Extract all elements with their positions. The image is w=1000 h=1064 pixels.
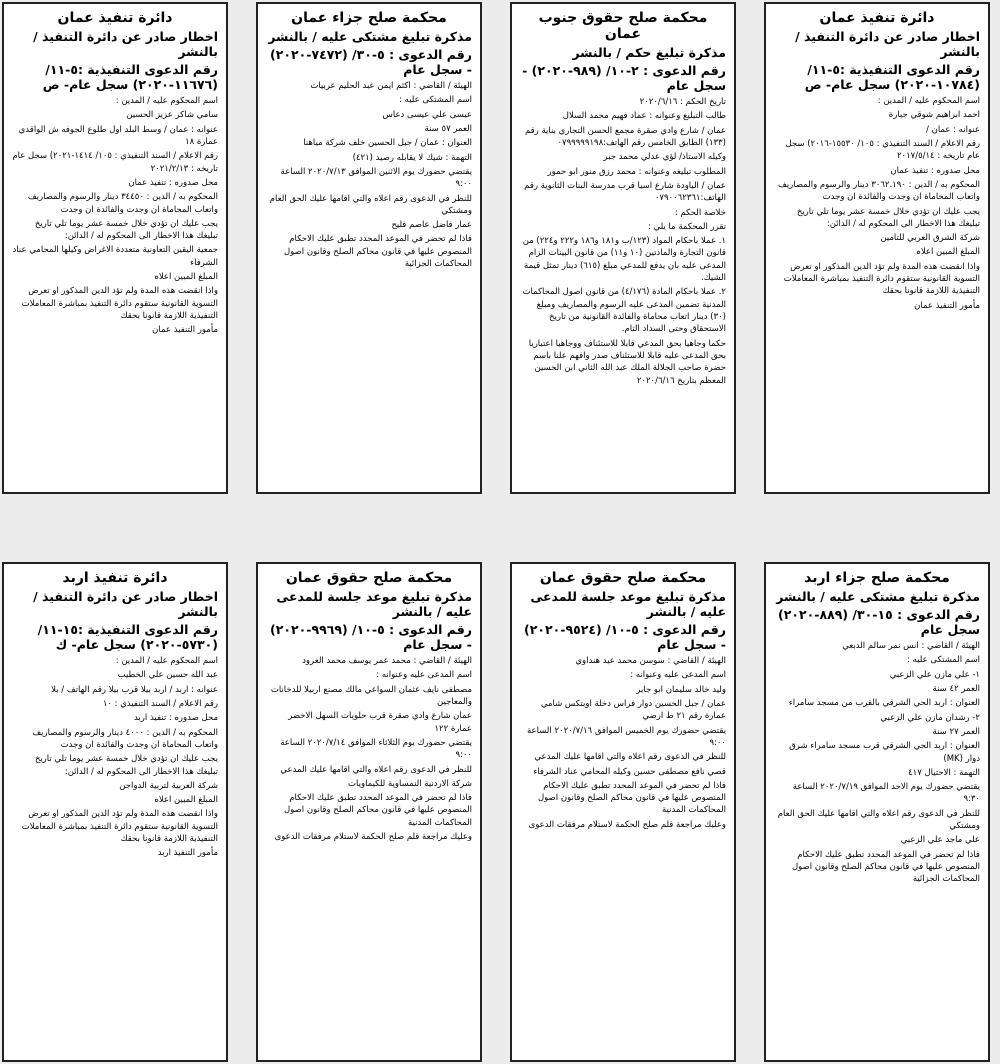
notice-1: دائرة تنفيذ عمان اخطار صادر عن دائرة التنفيذ / بالنشر رقم الدعوى التنفيذية :٥-١١/ (١١٦٧٦-٢٠٢٠) سجل عام- ص اسم المحكوم عليه / المدين : سامي شاكر عزيز الحسين عنوانه : عمان / وسط البلد اول طلوع الجوفه ش الواقدي عمارة ١٨ رقم الاعلام / السند التنفيذي : ١٠٥/ ١٤١٤-٢٠٢١) سجل عام تاريخه : ٢٠٢١/٢/١٣ محل صدوره : تنفيذ عمان المحكوم به / الدين : ٣٤٤٥٠ دينار والرسوم والمصاريف واتعاب المحاماة ان وجدت والفائدة ان وجدت يجب عليك ان تؤدي خلال خمسة عشر يوما تلي تاريخ تبليغك هذا الاخطار الى المحكوم له / الدائن: جمعية اليقين التعاونية متعددة الاغراض وكيلها المحامي عناد الشرفاء المبلغ المبين اعلاه واذا انقضت هذه المدة ولم تؤد الدين المذكور او تعرض التسوية القانونية ستقوم دائرة التنفيذ بمباشرة المعاملات التنفيذية اللازمة قانونا بحقك مأمور التنفيذ عمان <box>2 2 228 494</box>
notice-2: محكمة صلح جزاء عمان مذكرة تبليغ مشتكى عليه / بالنشر رقم الدعوى : ٥-٣٠/ (٧٤٧٢-٢٠٢٠) - سجل عام الهيئة / القاضي : اكثم ايمن عبد الحليم عربيات اسم المشتكى عليه : عيسى علي عيسى دعاس العمر ٥٧ سنة العنوان : عمان / جبل الحسين خلف شركة مياهنا التهمة : شيك لا يقابله رصيد (٤٢١) يقتضي حضورك يوم الاثنين الموافق ٢٠٢٠/٧/١٣ الساعة ٩:٠٠ للنظر في الدعوى رقم اعلاه والتي اقامها عليك الحق العام ومشتكي عمار فاضل عاصم فليح فاذا لم تحضر في الموعد المحدد تطبق عليك الاحكام المنصوص عليها في قانون محاكم الصلح وقانون اصول المحاكمات الجزائية <box>256 2 482 494</box>
notice-8: محكمة صلح جزاء اربد مذكرة تبليغ مشتكى عليه / بالنشر رقم الدعوى : ١٥-٣٠/ (٨٨٩-٢٠٢٠) سجل عام الهيئة / القاضي : انس نمر سالم الدبعي اسم المشتكى عليه : ١- علي مازن علي الزعبي العمر ٤٢ سنة العنوان : اربد الحي الشرقي بالقرب من مسجد سامراء ٢- رشدان مازن علي الزعبي العمر ٢٧ سنة العنوان : اربد الحي الشرقي قرب مسجد سامراء شرق دوار (MK) التهمة : الاحتيال ٤١٧ يقتضي حضورك يوم الاحد الموافق ٢٠٢٠/٧/١٩ الساعة ٩:٣٠ للنظر في الدعوى رقم اعلاه والتي اقامها عليك الحق العام ومشتكي علي ماجد علي الزعبي فاذا لم تحضر في الموعد المحدد تطبق عليك الاحكام المنصوص عليها في قانون محاكم الصلح وقانون اصول المحاكمات الجزائية <box>764 562 990 1062</box>
notice-4: دائرة تنفيذ عمان اخطار صادر عن دائرة التنفيذ / بالنشر رقم الدعوى التنفيذية :٥-١١/ (١٠٧٨٤-٢٠٢٠) سجل عام- ص اسم المحكوم عليه / المدين : احمد ابراهيم شوقي جبارة عنوانه : عمان / رقم الاعلام / السند التنفيذي : ١٠٥/ ١٥٥٣٠-٢٠١٦) سجل عام تاريخه : ٢٠١٧/٥/١٤ محل صدوره : تنفيذ عمان المحكوم به / الدين : ٣٠٦٢.١٩٠ دينار والرسوم والمصاريف واتعاب المحاماة ان وجدت والفائدة ان وجدت يجب عليك ان تؤدي خلال خمسة عشر يوما تلي تاريخ تبليغك هذا الاخطار الى المحكوم له / الدائن: شركة الشرق العربي للتامين المبلغ المبين اعلاه واذا انقضت هذه المدة ولم تؤد الدين المذكور او تعرض التسوية القانونية ستقوم دائرة التنفيذ بمباشرة المعاملات التنفيذية اللازمة قانونا بحقك مأمور التنفيذ عمان <box>764 2 990 494</box>
notice-5: دائرة تنفيذ اربد اخطار صادر عن دائرة التنفيذ / بالنشر رقم الدعوى التنفيذية :١٥-١١/ (٥٧٣٠-٢٠٢٠) سجل عام- ك اسم المحكوم عليه / المدين : عبد الله حسين علي الخطيب عنوانه : اربد / اربد بيلا قرب بيلا رقم الهاتف / بلا رقم الاعلام / السند التنفيذي : ١٠ محل صدوره : تنفيذ اربد المحكوم به / الدين : ٤٠٠٠ دينار والرسوم والمصاريف واتعاب المحاماة ان وجدت والفائدة ان وجدت يجب عليك ان تؤدي خلال خمسة عشر يوما تلي تاريخ تبليغك هذا الاخطار الى المحكوم له / الدائن: شركة العربية لتربية الدواجن المبلغ المبين اعلاه واذا انقضت هذه المدة ولم تؤد الدين المذكور او تعرض التسوية القانونية ستقوم دائرة التنفيذ بمباشرة المعاملات التنفيذية اللازمة قانونا بحقك مأمور التنفيذ اربد <box>2 562 228 1062</box>
notice-6: محكمة صلح حقوق عمان مذكرة تبليغ موعد جلسة للمدعى عليه / بالنشر رقم الدعوى : ٥-١٠/ (٩٩٦٩-٢٠٢٠) - سجل عام الهيئة / القاضي : محمد عمر يوسف محمد العرود اسم المدعى عليه وعنوانه : مصطفى نايف عثمان السواعي مالك مصنع اربيلا للدخانات والمعاجين عمان شارع وادي صقرة قرب حلويات السهل الاخضر عمارة ١٢٢ يقتضي حضورك يوم الثلاثاء الموافق ٢٠٢٠/٧/١٤ الساعة ٩:٠٠ للنظر في الدعوى رقم اعلاه والتي اقامها عليك المدعي شركة الاردنية النمساوية للكيماويات فاذا لم تحضر في الموعد المحدد تطبق عليك الاحكام المنصوص عليها في قانون محاكم الصلح وقانون اصول المحاكمات المدنية وعليك مراجعة قلم صلح الحكمة لاستلام مرفقات الدعوى <box>256 562 482 1062</box>
notice-7: محكمة صلح حقوق عمان مذكرة تبليغ موعد جلسة للمدعى عليه / بالنشر رقم الدعوى : ٥-١٠/ (٩٥٢٤-٢٠٢٠) - سجل عام الهيئة / القاضي : سوسن محمد عيد هنداوي اسم المدعى عليه وعنوانه : وليد خالد سليمان ابو جابر عمان / جبل الحسين دوار فراس دخلة اوبتكس شامي عمارة رقم ٢١ ط ارضي يقتضي حضورك يوم الخميس الموافق ٢٠٢٠/٧/١٦ الساعة ٩:٠٠ للنظر في الدعوى رقم اعلاه والتي اقامها عليك المدعي قصي نافع مصطفى حسين وكيله المحامي عناد الشرفاء فاذا لم تحضر في الموعد المحدد تطبق عليك الاحكام المنصوص عليها في قانون محاكم الصلح وقانون اصول المحاكمات المدنية وعليك مراجعة قلم صلح الحكمة لاستلام مرفقات الدعوى <box>510 562 736 1062</box>
notice-3: محكمة صلح حقوق جنوب عمان مذكرة تبليغ حكم / بالنشر رقم الدعوى : ٢-١٠/ (٩٨٩-٢٠٢٠) - سجل عام تاريخ الحكم : ٢٠٢٠/٦/١٦ طالب التبليغ وعنوانه : عماد فهيم محمد السلال عمان / شارع وادي صقرة مجمع الحسن التجاري بناية رقم (١٣٣) الطابق الخامس رقم الهاتف:٠٧٩٩٩٩٩١٩٨ وكيله الاستاذ/ لؤي عدلي محمد جبر المطلوب تبليغه وعنوانه : محمد رزق منور ابو حمور عمان / الياودة شارع اسيا قرب مدرسة البنات الثانوية رقم الهاتف:٠٧٩٠٠٦٢٣٦١ خلاصة الحكم : تقرر المحكمة ما يلي : ١. عملا باحكام المواد (١٢٣/ب و١٨١ و١٨٦ و٢٢٢ و٢٢٤) من قانون التجارة والمادتين (١٠ و١١) من قانون البينات الزام المدعى عليه بان يدفع للمدعي مبلغ (٦١٥) دينار تمثل قيمة الشيك. ٢. عملا باحكام المادة (٤/١٧٦) من قانون اصول المحاكمات المدنية تضمين المدعى عليه الرسوم والمصاريف ومبلغ (٣٠) دينار اتعاب محاماة والفائدة القانونية من تاريخ الاستحقاق وحتى السداد التام. حكما وجاهيا بحق المدعي قابلا للاستئناف ووجاهيا اعتباريا بحق المدعى عليه قابلا للاستئناف صدر وافهم علنا باسم حضرة صاحب الجلالة الملك عبد الله الثاني ابن الحسين المعظم بتاريخ ٢٠٢٠/٦/١٦ <box>510 2 736 494</box>
